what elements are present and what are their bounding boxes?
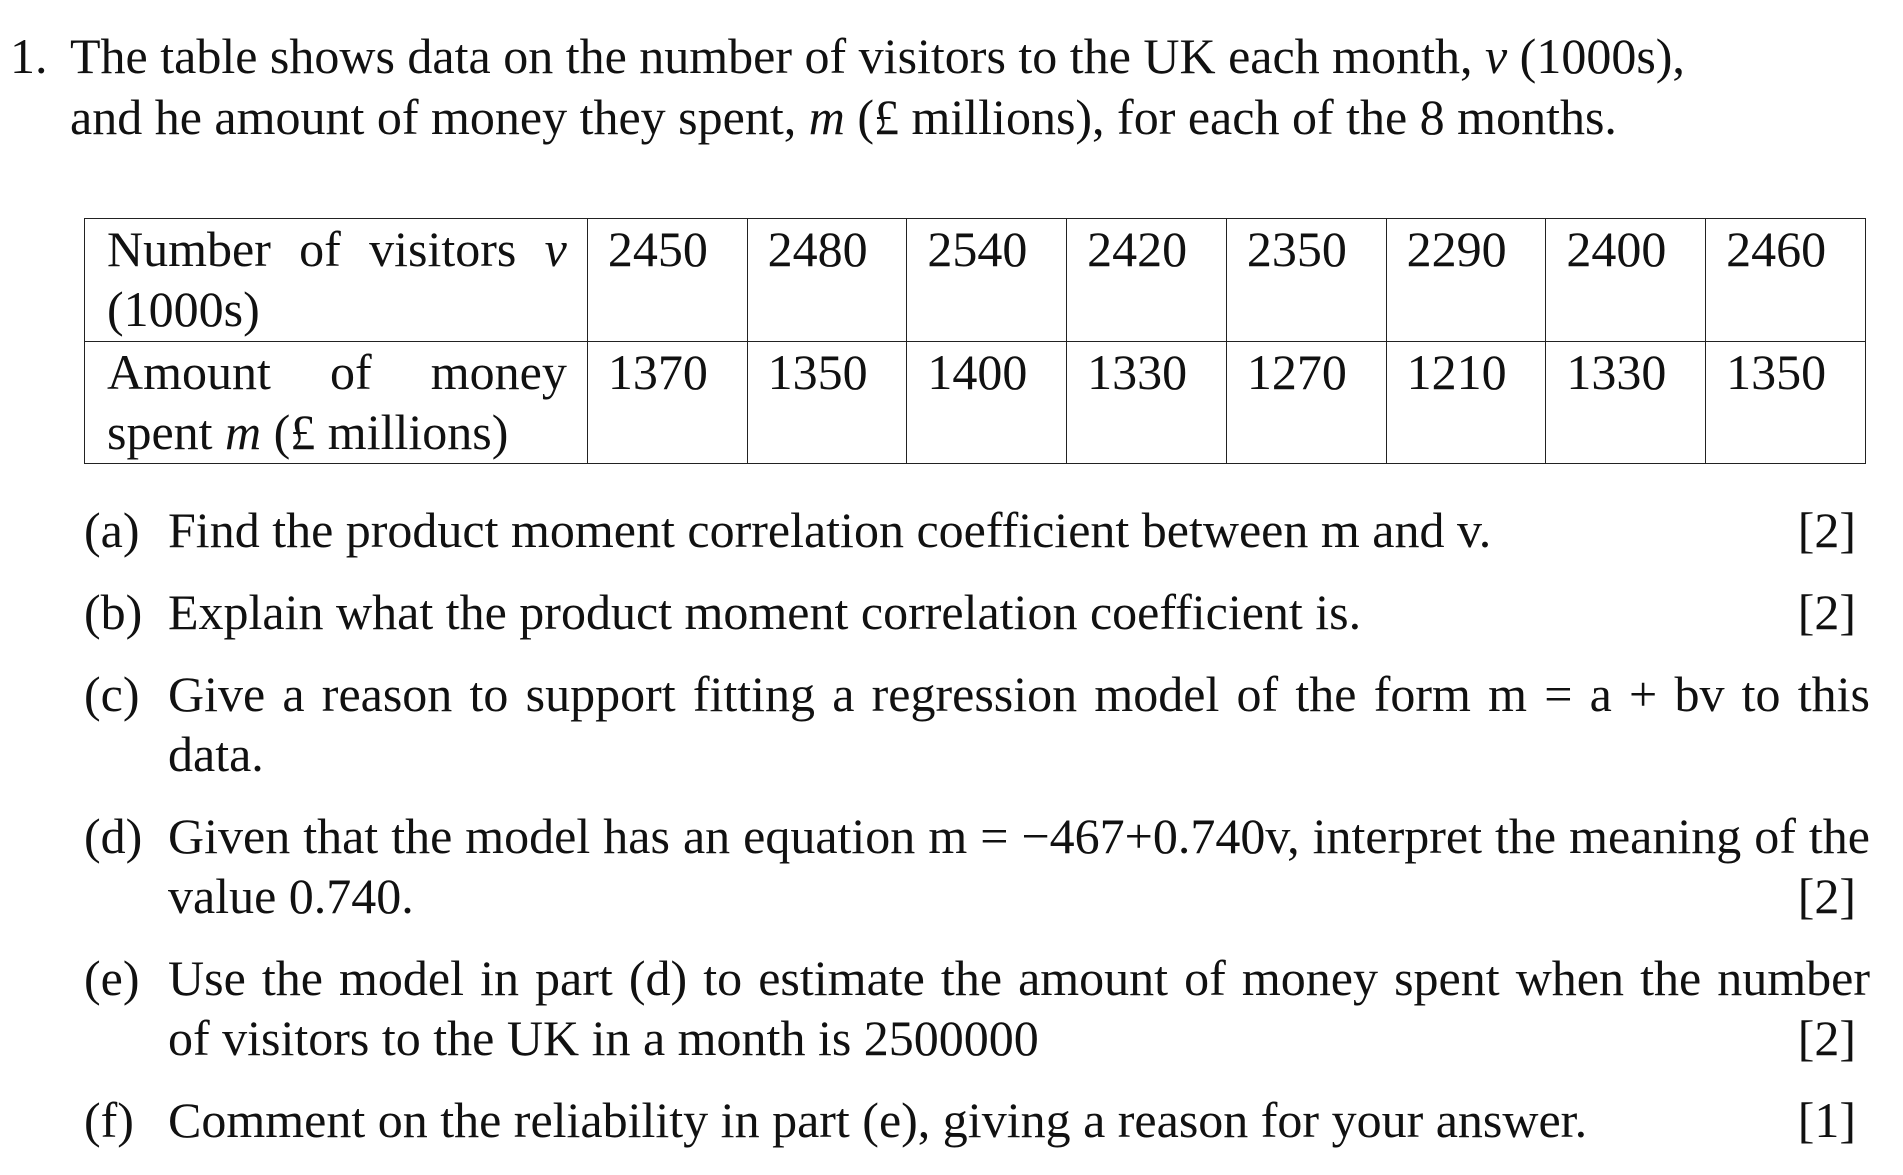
table-cell: 2540: [907, 219, 1067, 342]
intro-text-2a: and he amount of money they spent,: [70, 89, 809, 145]
part-text: Give a reason to support fitting a regression model of the form m = a + bv to this data.: [168, 666, 1870, 782]
part-e: [84, 948, 1880, 1068]
question-intro: [10, 26, 1880, 148]
table-cell: 1270: [1226, 341, 1386, 464]
intro-line-2: [10, 87, 1880, 148]
table-cell: 2350: [1226, 219, 1386, 342]
question-parts: [84, 500, 1880, 1172]
part-f: [84, 1090, 1880, 1150]
table-row-visitors: [85, 219, 1866, 342]
intro-text-1a: The table shows data on the number of visitors to the UK each month,: [70, 28, 1485, 84]
intro-text-1b: (1000s),: [1507, 28, 1685, 84]
row-label-text: Number of visitors: [107, 221, 545, 277]
table-cell: 1330: [1546, 341, 1706, 464]
table-cell: 1350: [747, 341, 907, 464]
table-cell: 2460: [1706, 219, 1866, 342]
intro-variable-m: m: [808, 89, 845, 145]
row-label-text: Amount of money spent: [107, 343, 567, 460]
row-label-unit: (£ millions): [261, 403, 509, 460]
row-label-visitors: [85, 219, 588, 342]
row-label-variable: m: [225, 403, 262, 460]
intro-line-1: [10, 26, 1880, 87]
part-text: Comment on the reliability in part (e), giving a reason for your answer.: [168, 1092, 1588, 1148]
part-letter: (d): [84, 808, 143, 864]
part-body: [168, 948, 1880, 1068]
part-text: Explain what the product moment correlation coefficient is.: [168, 584, 1362, 640]
part-body: [168, 664, 1880, 784]
table-cell: 1350: [1706, 341, 1866, 464]
part-text: Find the product moment correlation coefficient between m and v.: [168, 502, 1492, 558]
table-cell: 1210: [1386, 341, 1546, 464]
part-body: [168, 500, 1880, 560]
data-table: [84, 218, 1866, 464]
question-number: 1.: [10, 28, 48, 84]
marks-badge: [2]: [1797, 868, 1856, 924]
part-b: [84, 582, 1880, 642]
row-label-unit: (1000s): [107, 281, 260, 337]
part-letter: (a): [84, 502, 140, 558]
intro-variable-v: v: [1484, 28, 1508, 84]
part-d: [84, 806, 1880, 926]
part-body: [168, 582, 1880, 642]
marks-badge: [1]: [1797, 1092, 1856, 1148]
part-a: [84, 500, 1880, 560]
part-letter: (e): [84, 950, 140, 1006]
table-cell: 2450: [587, 219, 747, 342]
marks-badge: [2]: [1797, 1010, 1856, 1066]
table-row-money: [85, 341, 1866, 464]
row-label-money: [85, 341, 588, 464]
part-text: Use the model in part (d) to estimate the amount of money spent when the number of visitors to the UK in a month is 2500000: [168, 950, 1870, 1066]
table-cell: 2420: [1067, 219, 1227, 342]
part-c: [84, 664, 1880, 784]
table-cell: 1400: [907, 341, 1067, 464]
marks-badge: [2]: [1797, 502, 1856, 558]
part-body: [168, 806, 1880, 926]
table-cell: 2290: [1386, 219, 1546, 342]
part-letter: (b): [84, 584, 143, 640]
intro-text-2b: (£ millions), for each of the 8 months.: [844, 89, 1617, 145]
part-letter: (f): [84, 1092, 134, 1148]
table-cell: 1370: [587, 341, 747, 464]
table-cell: 2400: [1546, 219, 1706, 342]
table-cell: 2480: [747, 219, 907, 342]
part-body: [168, 1090, 1880, 1150]
table-cell: 1330: [1067, 341, 1227, 464]
marks-badge: [2]: [1797, 584, 1856, 640]
row-label-variable: v: [544, 221, 567, 277]
part-letter: (c): [84, 666, 140, 722]
part-text: Given that the model has an equation m = −467+0.740v, interpret the meaning of the value 0.740.: [168, 808, 1870, 924]
